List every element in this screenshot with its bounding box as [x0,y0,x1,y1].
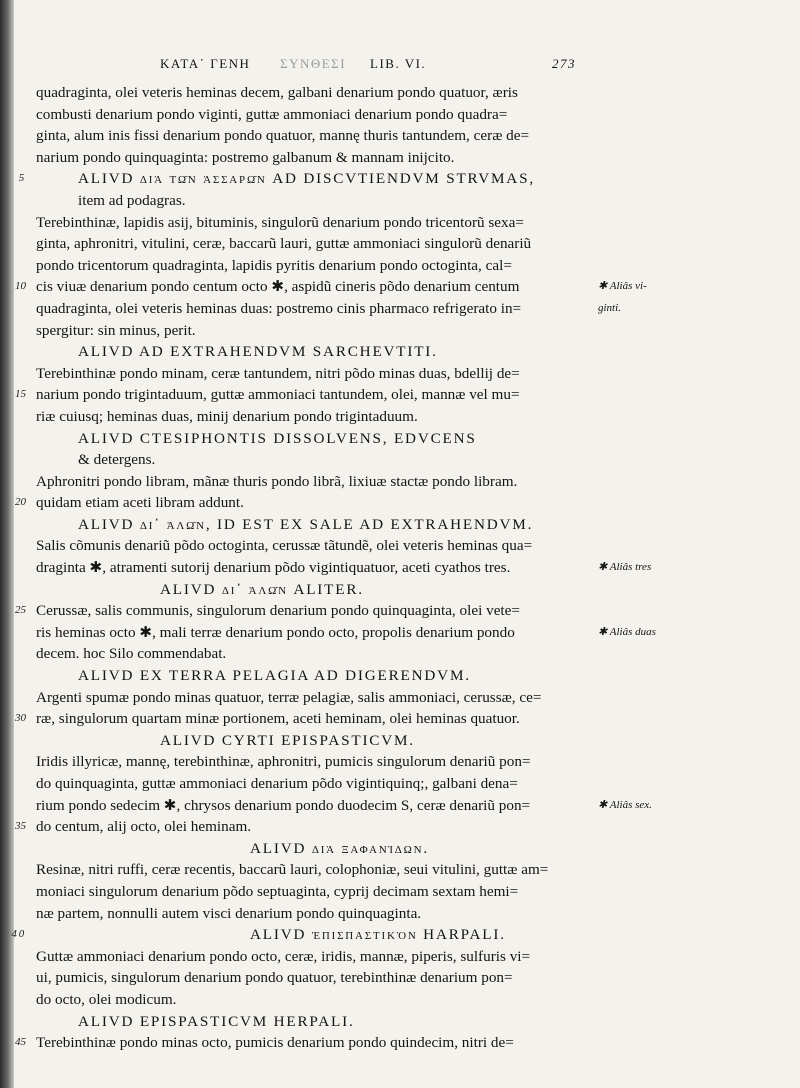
line-text: riæ cuiusq; heminas duas, minij denarium pondo trigintaduum. [36,407,418,425]
text-line [15,276,590,298]
section-heading [30,341,590,363]
line-text: Cerussæ, salis communis, singulorum denarium pondo quinquaginta, olei vete= [36,602,520,620]
line-text: pondo tricentorum quadraginta, lapidis pyritis denarium pondo octoginta, cal= [36,256,512,274]
line-text: Terebinthinæ pondo minam, ceræ tantundem, nitri põdo minas duas, bdellij de= [36,364,520,382]
text-line [30,643,590,665]
line-text: Argenti spumæ pondo minas quatuor, terræ pelagiæ, salis ammoniaci, cerussæ, ce= [36,688,542,706]
section-heading [30,665,590,687]
text-line [30,320,590,342]
text-line [30,859,590,881]
line-text: ALIVD EX TERRA PELAGIA AD DIGERENDVM. [78,667,471,685]
line-text: ALIVD δι᾽ ἁλῶν ALITER. [160,580,364,598]
text-line [30,406,590,428]
line-text: Aphronitri pondo libram, mãnæ thuris pondo librã, lixiuæ stactæ pondo libram. [36,472,518,490]
text-line [30,449,590,471]
text-line [30,212,590,234]
line-number: 10 [15,280,26,293]
running-head-book: LIB. VI. [370,56,427,71]
line-text: spergitur: sin minus, perit. [36,321,196,339]
text-line [30,557,590,579]
text-line [30,255,590,277]
line-text: decem. hoc Silo commendabat. [36,645,227,663]
line-number: 30 [15,712,26,725]
line-text: moniaci singulorum denarium põdo septuaginta, cyprij decimam sextam hemi= [36,882,519,900]
line-text: do quinquaginta, guttæ ammoniaci denarium põdo vigintiquinq;, galbani dena= [36,775,518,792]
text-line [30,363,590,385]
line-text: rium pondo sedecim ✱, chrysos denarium pondo duodecim S, ceræ denariũ pon= [36,796,531,814]
line-text: Terebinthinæ, lapidis asij, bituminis, singulorũ denarium pondo tricentorũ sexa= [36,213,524,231]
page-number: 273 [552,56,576,71]
margin-note: ✱ Aliâs tres [598,561,652,574]
text-line [30,687,590,709]
text-line [30,104,590,126]
text-line [30,125,590,147]
line-number: 5 [18,172,26,185]
text-line [30,881,590,903]
line-number: 20 [15,496,26,509]
text-line [30,298,590,320]
text-line [15,600,590,622]
margin-note: ginti. [598,302,621,314]
text-line [30,471,590,493]
text-line [30,190,590,212]
line-text: ALIVD διὰ ξαφανίδων. [250,839,429,857]
line-text: Guttæ ammoniaci denarium pondo octo, ceræ, iridis, mannæ, piperis, sulfuris vi= [36,947,531,965]
section-heading [30,579,590,601]
line-number: 15 [15,388,26,401]
text-line [30,989,590,1011]
line-text: ræ, singulorum quartam minæ portionem, aceti heminam, olei heminas quatuor. [36,710,520,728]
text-line [30,535,590,557]
line-text: Resinæ, nitri ruffi, ceræ recentis, baccarũ lauri, colophoniæ, seui vitulini, guttæ am= [36,861,549,879]
margin-note: ✱ Aliâs duas [598,626,656,638]
line-text: draginta ✱, atramenti sutorij denarium põdo vigintiquatuor, aceti cyathos tres. [36,559,511,577]
text-line [15,816,590,838]
line-text: quidam etiam aceti libram addunt. [36,494,244,512]
line-text: cis viuæ denarium pondo centum octo ✱, aspidũ cineris põdo denarium centum [36,278,520,296]
line-text: do centum, alij octo, olei heminam. [36,818,252,836]
line-text: do octo, olei modicum. [36,990,177,1008]
text-line [30,773,590,795]
line-number: 35 [15,820,26,833]
line-text: ALIVD CTESIPHONTIS DISSOLVENS, EDVCENS [78,429,477,447]
line-text: næ partem, nonnulli autem visci denarium pondo quinquaginta. [36,904,422,922]
text-line [30,795,590,817]
line-text: Iridis illyricæ, mannę, terebinthinæ, aphronitri, pumicis singulorum denariũ pon= [36,753,531,771]
section-heading [11,924,590,946]
text-line [30,946,590,968]
line-text: ui, pumicis, singulorum denarium pondo quatuor, terebinthinæ denarium pon= [36,969,513,987]
line-text: combusti denarium pondo viginti, guttæ ammoniaci denarium pondo quadra= [36,105,508,123]
margin-note: ✱ Aliâs vi- [598,280,647,293]
line-text: quadraginta, olei veteris heminas decem, galbani denarium pondo quatuor, æris [36,84,518,101]
text-line [30,147,590,169]
text-line [15,492,590,514]
line-number: 25 [15,604,26,617]
section-heading [30,514,590,536]
line-text: ris heminas octo ✱, mali terræ denarium pondo octo, propolis denarium pondo [36,623,515,641]
text-line [30,622,590,644]
section-heading [30,730,590,752]
text-line [15,708,590,730]
text-line [30,751,590,773]
line-text: & detergens. [78,451,156,469]
line-text: ALIVD AD EXTRAHENDVM SARCHEVTITI. [78,343,438,361]
line-text: quadraginta, olei veteris heminas duas: postremo cinis pharmaco refrigerato in= [36,299,522,317]
margin-note: ✱ Aliâs sex. [598,798,652,811]
section-heading [30,428,590,450]
line-text: ALIVD ἐπισπαστικὸν HARPALI. [250,926,506,944]
running-head-left: ΚΑΤΑ΄ ΓΕΝΗ [160,56,251,71]
line-text: item ad podagras. [78,191,186,209]
line-text: ALIVD EPISPASTICVM HERPALI. [78,1012,355,1030]
line-number: 40 [11,928,26,941]
line-number: 45 [15,1036,26,1049]
section-heading [30,838,590,860]
section-heading [30,1011,590,1033]
line-text: Salis cõmunis denariũ põdo octoginta, cerussæ tãtundẽ, olei veteris heminas qua= [36,537,533,555]
line-text: ALIVD δι᾽ ἁλῶν, ID EST EX SALE AD EXTRAHENDVM. [78,515,534,533]
line-text: ALIVD CYRTI EPISPASTICVM. [160,731,415,749]
text-line [15,1032,590,1054]
line-text: narium pondo trigintaduum, guttæ ammoniaci tantundem, olei, mannæ vel mu= [36,386,520,404]
line-text: ginta, alum inis fissi denarium pondo quatuor, mannę thuris tantundem, ceræ de= [36,127,530,145]
text-line [30,903,590,925]
line-text: Terebinthinæ pondo minas octo, pumicis denarium pondo quindecim, nitri de= [36,1034,514,1052]
text-line [30,233,590,255]
running-head [160,56,580,76]
section-heading [18,168,590,190]
line-text: ALIVD διὰ τῶν ἀσσαρῶν AD DISCVTIENDVM STRVMAS, [78,170,535,188]
running-head-faded: ΣΥΝΘΕΣΙ [280,56,347,71]
text-line [30,967,590,989]
text-line [15,384,590,406]
text-body [11,82,590,1054]
line-text: ginta, aphronitri, vitulini, ceræ, baccarũ lauri, guttæ ammoniaci singulorũ denariũ [36,235,532,253]
text-line [30,82,590,104]
line-text: narium pondo quinquaginta: postremo galbanum & mannam inijcito. [36,148,455,166]
